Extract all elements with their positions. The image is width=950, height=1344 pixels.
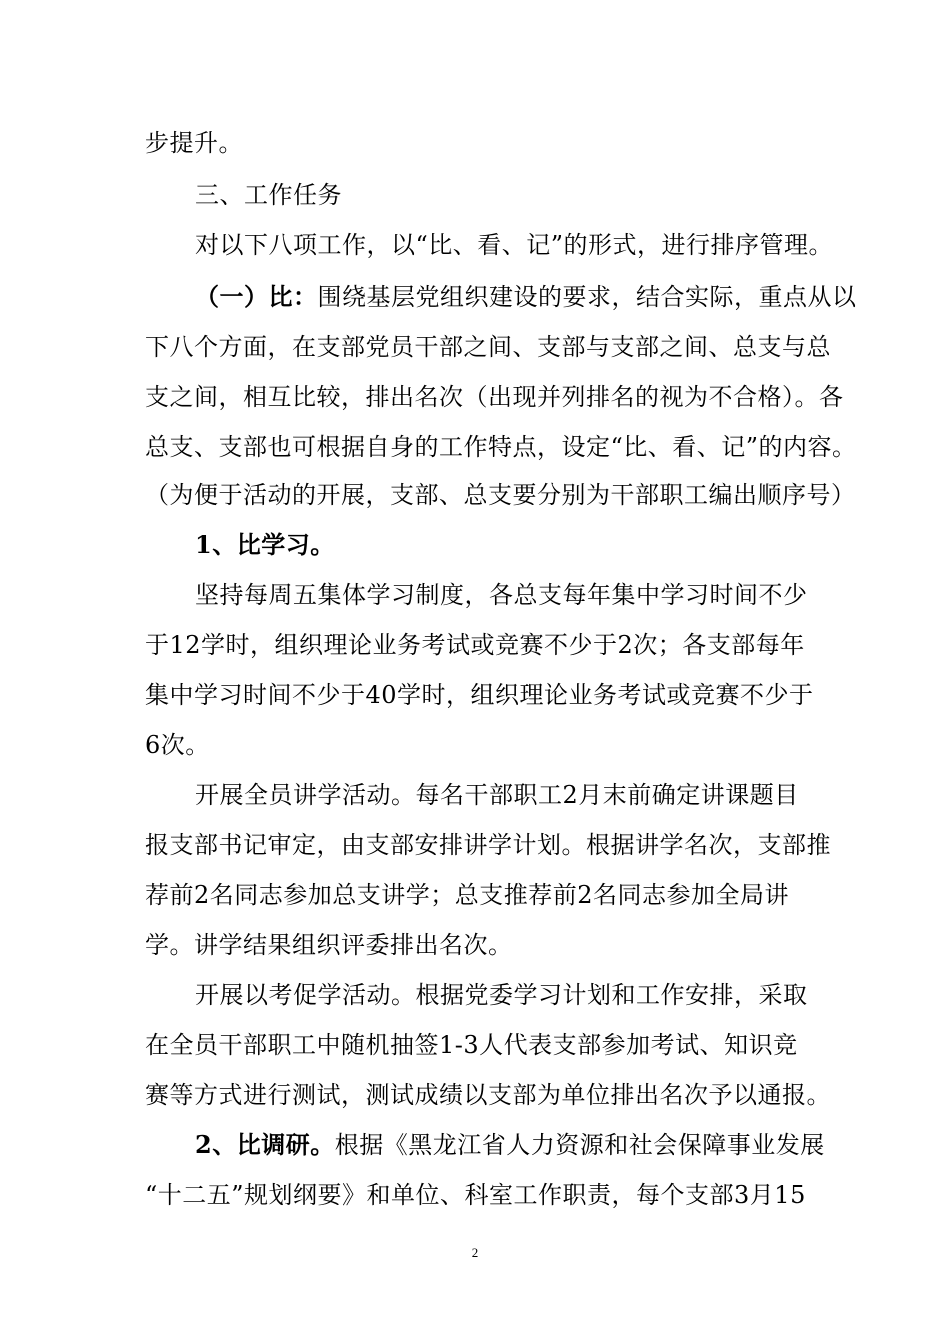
text-line: 对以下八项工作，以“比、看、记”的形式，进行排序管理。 bbox=[195, 231, 834, 259]
text-line: 开展以考促学活动。根据党委学习计划和工作安排，采取 bbox=[195, 981, 808, 1009]
item-heading: 2、比调研。 bbox=[195, 1130, 335, 1159]
text-line: 步提升。 bbox=[145, 129, 243, 157]
text-line: 报支部书记审定，由支部安排讲学计划。根据讲学名次，支部推 bbox=[145, 831, 831, 859]
section-heading: 三、工作任务 bbox=[195, 181, 342, 209]
text-line: 在全员干部职工中随机抽签1-3人代表支部参加考试、知识竞 bbox=[145, 1031, 798, 1059]
subsection-label: （一）比： bbox=[195, 282, 318, 311]
text-line: 荐前2名同志参加总支讲学；总支推荐前2名同志参加全局讲 bbox=[145, 881, 790, 909]
text-line: 下八个方面，在支部党员干部之间、支部与支部之间、总支与总 bbox=[145, 333, 831, 361]
text-line: 坚持每周五集体学习制度，各总支每年集中学习时间不少 bbox=[195, 581, 808, 609]
text-line: 赛等方式进行测试，测试成绩以支部为单位排出名次予以通报。 bbox=[145, 1081, 831, 1109]
page-number: 2 bbox=[471, 1245, 479, 1260]
text-line: “十二五”规划纲要》和单位、科室工作职责，每个支部3月15 bbox=[145, 1181, 806, 1209]
text-run: 根据《黑龙江省人力资源和社会保障事业发展 bbox=[334, 1131, 825, 1159]
text-line bbox=[195, 280, 857, 314]
text-line: 学。讲学结果组织评委排出名次。 bbox=[145, 931, 513, 959]
text-line: （为便于活动的开展，支部、总支要分别为干部职工编出顺序号） bbox=[145, 481, 856, 509]
text-line bbox=[195, 1128, 845, 1162]
text-line: 6次。 bbox=[145, 731, 210, 759]
item-heading: 1、比学习。 bbox=[195, 530, 335, 559]
text-line: 集中学习时间不少于40学时，组织理论业务考试或竞赛不少于 bbox=[145, 681, 814, 709]
text-line: 开展全员讲学活动。每名干部职工2月末前确定讲课题目 bbox=[195, 781, 799, 809]
text-line: 于12学时，组织理论业务考试或竞赛不少于2次；各支部每年 bbox=[145, 631, 805, 659]
text-line: 总支、支部也可根据自身的工作特点，设定“比、看、记”的内容。 bbox=[145, 433, 857, 461]
text-line: 支之间，相互比较，排出名次（出现并列排名的视为不合格）。各 bbox=[145, 383, 844, 411]
text-run: 围绕基层党组织建设的要求，结合实际，重点从以 bbox=[317, 283, 857, 311]
